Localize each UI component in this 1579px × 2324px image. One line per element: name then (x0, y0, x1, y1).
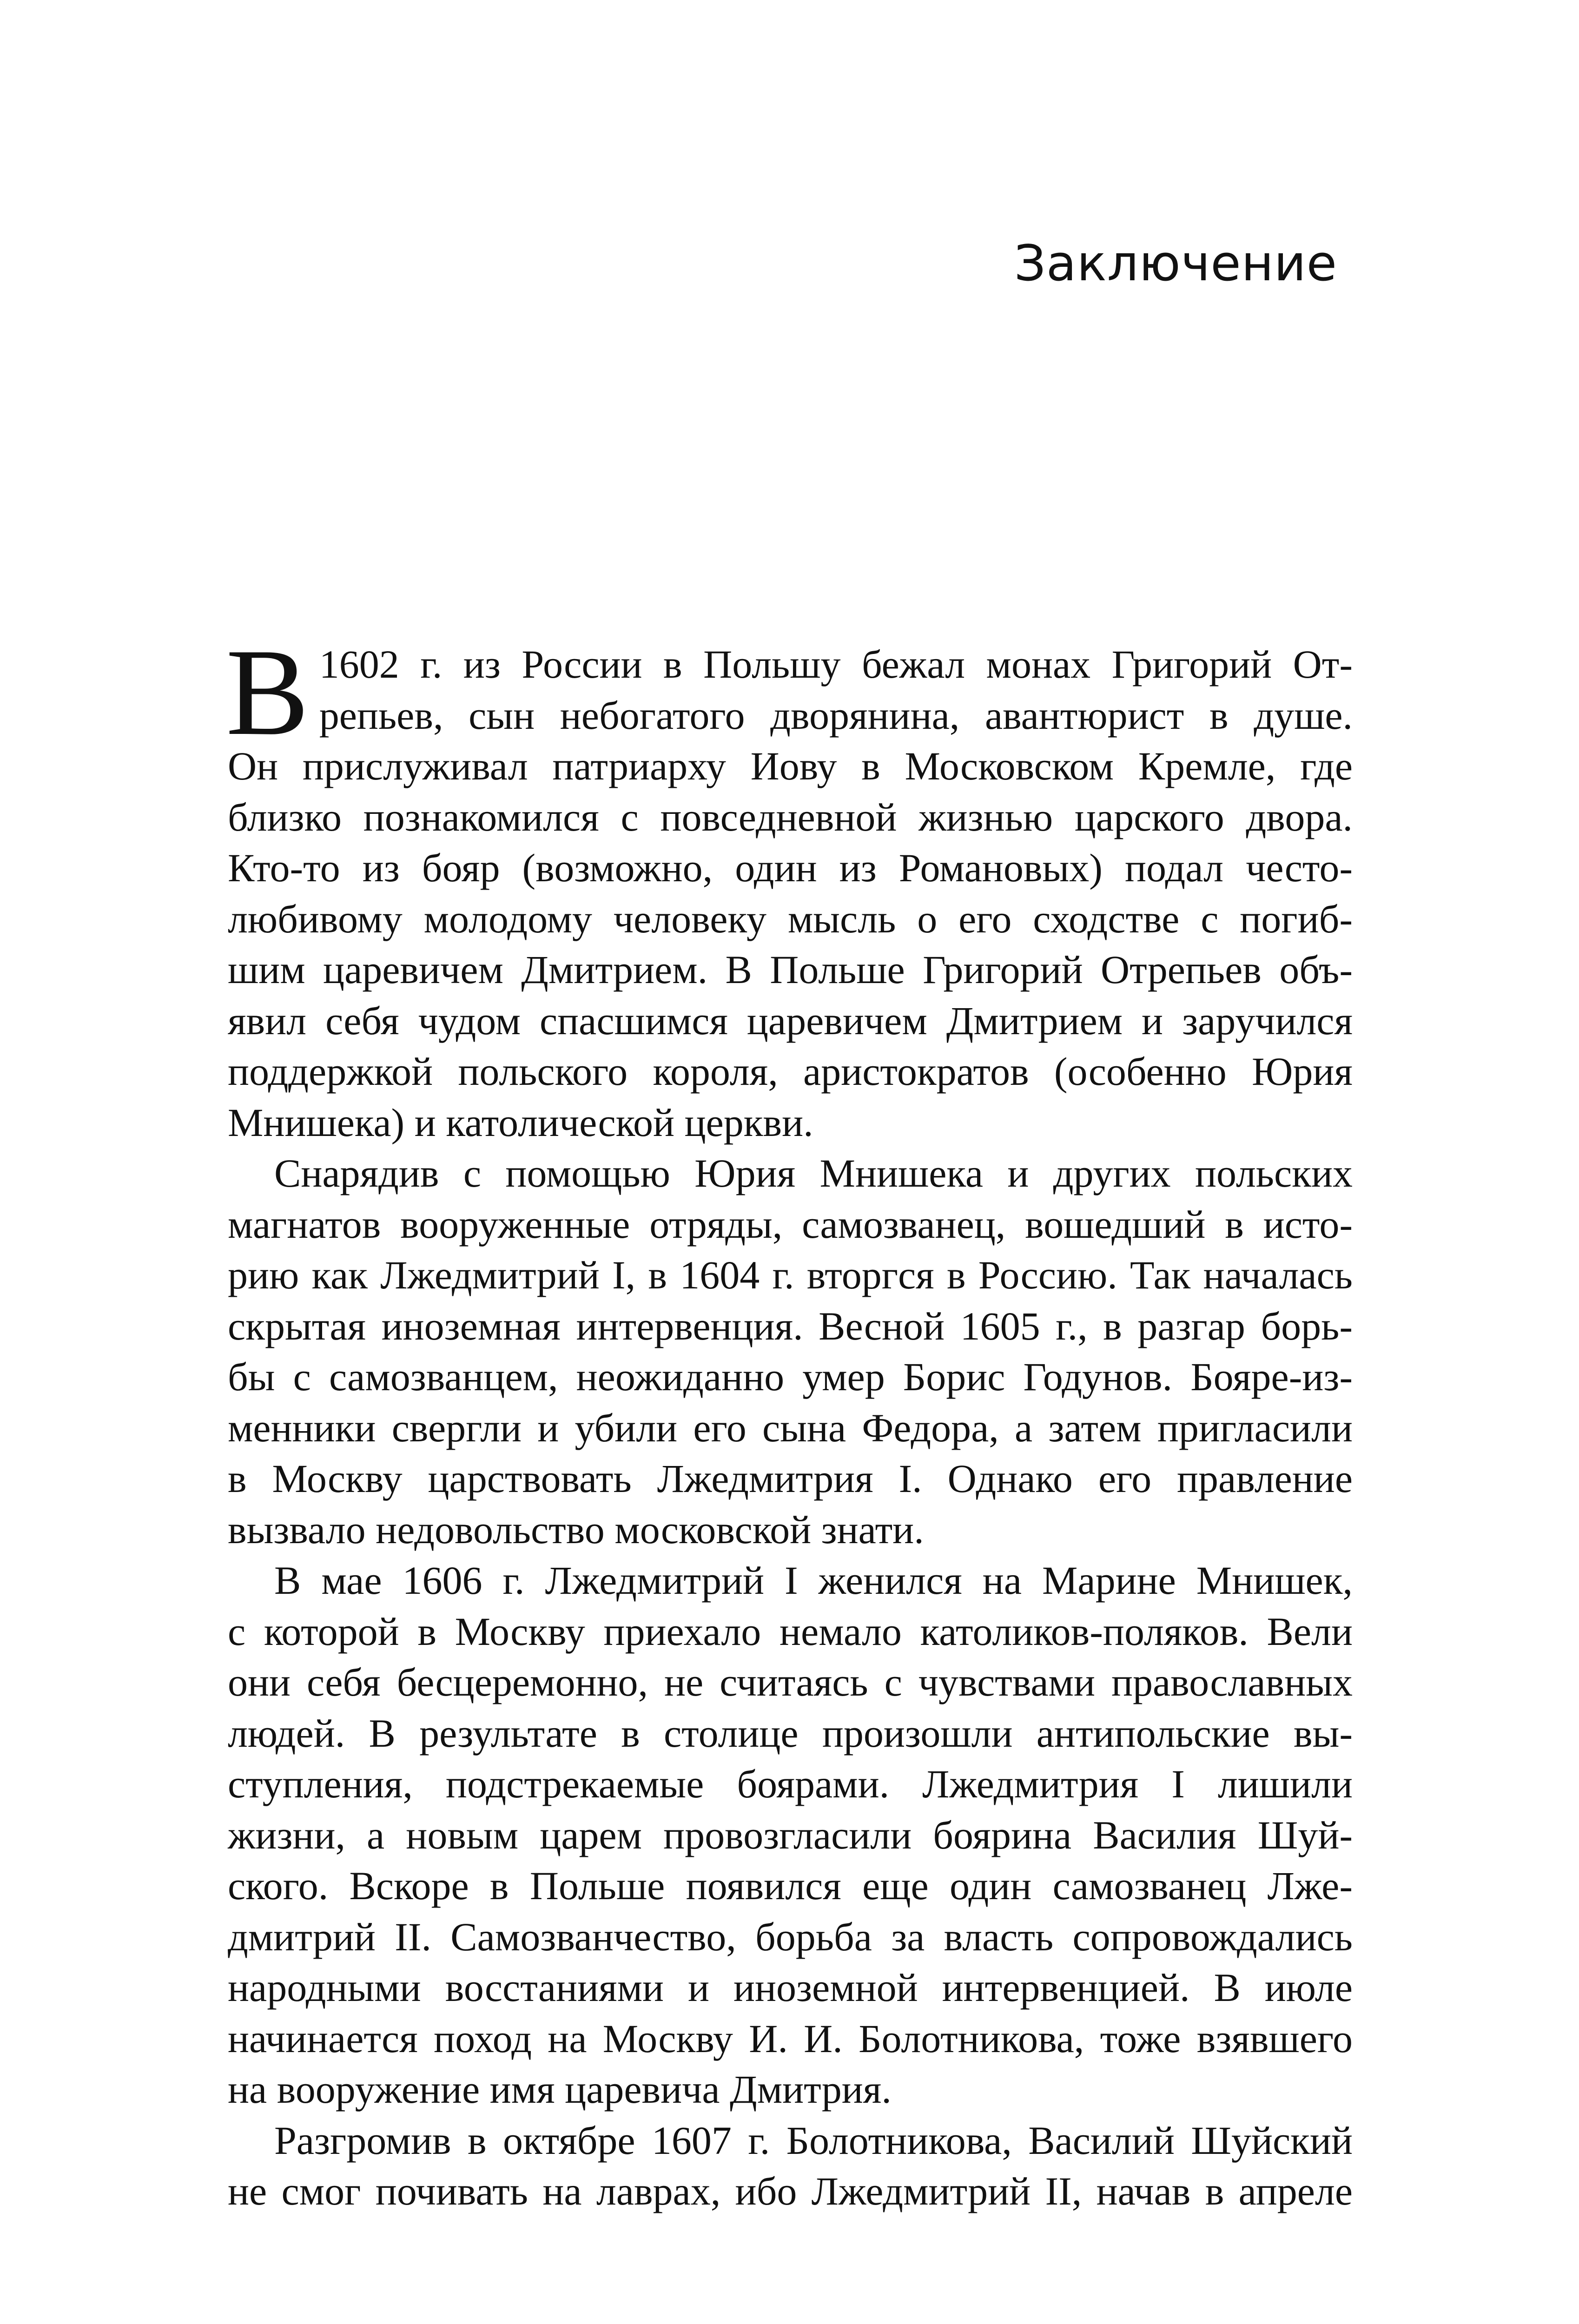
text-line: Кто-то из бояр (возможно, один из Романовых) подал често- (228, 845, 1353, 890)
paragraph-4 (228, 2115, 1353, 2217)
text-line: Разгромив в октябре 1607 г. Болотникова, Василий Шуйский (274, 2118, 1353, 2163)
text-line: ского. Вскоре в Польше появился еще один самозванец Лже- (228, 1863, 1353, 1908)
text-line: Мнишека) и католической церкви. (228, 1100, 813, 1145)
paragraph-2 (228, 1148, 1353, 1555)
text-line: 1602 г. из России в Польшу бежал монах Григорий От- (319, 642, 1353, 687)
chapter-title: Заключение (1014, 235, 1337, 292)
text-line: народными восстаниями и иноземной интервенцией. В июле (228, 1965, 1353, 2010)
text-line: скрытая иноземная интервенция. Весной 1605 г., в разгар борь- (228, 1303, 1353, 1348)
text-line: поддержкой польского короля, аристократов (особенно Юрия (228, 1049, 1353, 1094)
text-line: рию как Лжедмитрий I, в 1604 г. вторгся в Россию. Так началась (228, 1253, 1353, 1297)
text-line: с которой в Москву приехало немало католиков-поляков. Вели (228, 1609, 1353, 1654)
text-line: репьев, сын небогатого дворянина, авантюрист в душе. (319, 693, 1353, 738)
text-line: ступления, подстрекаемые боярами. Лжедмитрия I лишили (228, 1762, 1353, 1806)
text-line: жизни, а новым царем провозгласили боярина Василия Шуй- (228, 1812, 1353, 1857)
text-line: магнатов вооруженные отряды, самозванец, вошедший в исто- (228, 1202, 1353, 1247)
text-line: Он прислуживал патриарху Иову в Московском Кремле, где (228, 744, 1353, 788)
text-line: не смог почивать на лаврах, ибо Лжедмитрий II, начав в апреле (228, 2169, 1353, 2213)
text-line: в Москву царствовать Лжедмитрия I. Однако его правление (228, 1456, 1353, 1501)
text-line: менники свергли и убили его сына Федора, а затем пригласили (228, 1405, 1353, 1450)
text-line: вызвало недовольство московской знати. (228, 1507, 924, 1552)
text-line: дмитрий II. Самозванчество, борьба за власть сопровождались (228, 1914, 1353, 1959)
text-line: начинается поход на Москву И. И. Болотникова, тоже взявшего (228, 2016, 1353, 2061)
text-line: шим царевичем Дмитрием. В Польше Григорий Отрепьев объ- (228, 947, 1353, 992)
text-line: они себя бесцеремонно, не считаясь с чувствами православных (228, 1660, 1353, 1704)
paragraph-1 (226, 623, 1353, 1148)
paragraph-3 (228, 1555, 1353, 2115)
text-line: Снарядив с помощью Юрия Мнишека и других польских (274, 1151, 1353, 1195)
chapter-body (226, 623, 1353, 2217)
text-line: близко познакомился с повседневной жизнью царского двора. (228, 794, 1353, 839)
text-line: людей. В результате в столице произошли антипольские вы- (228, 1710, 1353, 1756)
text-line: В мае 1606 г. Лжедмитрий I женился на Марине Мнишек, (274, 1558, 1353, 1603)
text-line: бы с самозванцем, неожиданно умер Борис Годунов. Бояре-из- (228, 1354, 1353, 1399)
drop-cap: В (226, 623, 309, 761)
text-line: любивому молодому человеку мысль о его сходстве с погиб- (228, 896, 1353, 941)
text-line: на вооружение имя царевича Дмитрия. (228, 2067, 892, 2112)
text-line: явил себя чудом спасшимся царевичем Дмитрием и заручился (228, 998, 1353, 1043)
